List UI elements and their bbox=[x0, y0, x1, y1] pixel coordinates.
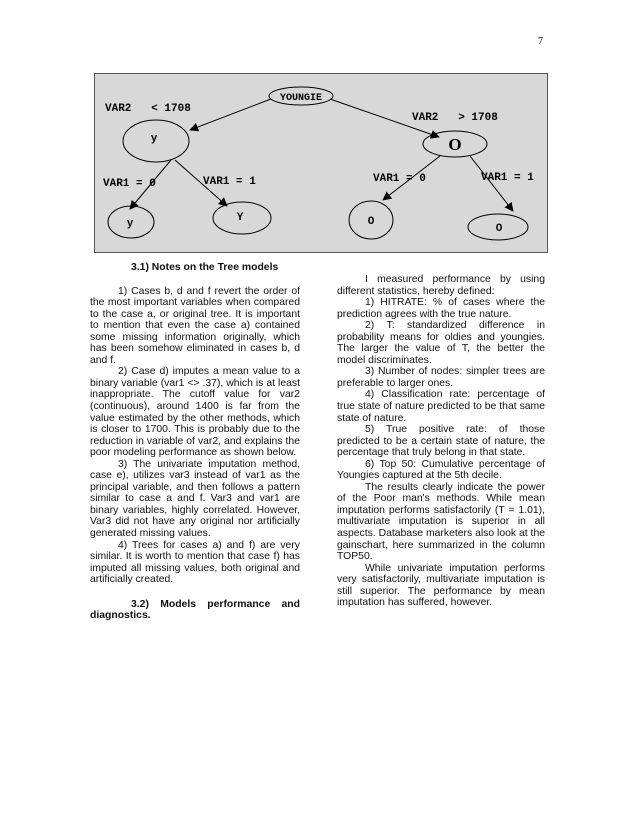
left-column bbox=[90, 262, 300, 622]
section-3-1-paragraph: 3) The univariate imputation method, case e), utilizes var3 instead of var1 as the principal variable, and then follows a pattern similar to case a and f. Var3 and var1 are binary variables, highly correlated. However, Var3 did not have any original nor artificially generated missing values. bbox=[90, 458, 300, 540]
left-branch-a-label: VAR1 = 0 bbox=[103, 178, 156, 190]
leaf-2-label: Y bbox=[236, 212, 244, 224]
right-paragraph: The results clearly indicate the power of the Poor man's methods. While mean imputation performs satisfactorily (T = 1.01), multivariate imputation is superior in all aspects. Database marketers also look at the gainschart, here summarized in the column TOP50. bbox=[337, 481, 545, 563]
right-paragraph: 6) Top 50: Cumulative percentage of Youngies captured at the 5th decile. bbox=[337, 458, 545, 482]
split-right-label: VAR2 > 1708 bbox=[412, 112, 498, 124]
section-3-1-heading: 3.1) Notes on the Tree models bbox=[131, 262, 279, 273]
right-branch-b-label: VAR1 = 1 bbox=[481, 172, 534, 184]
split-left-label: VAR2 < 1708 bbox=[105, 103, 191, 115]
left-node-label: y bbox=[150, 133, 158, 145]
page-number: 7 bbox=[538, 36, 543, 47]
right-node-label: O bbox=[448, 135, 462, 154]
section-3-1-paragraph: 2) Case d) imputes a mean value to a binary variable (var1 <> .37), which is at least inappropriate. The cutoff value for var2 (continuous), around 1400 is far from the value estimated by the other methods, which is closer to 1700. This is probably due to the reduction in variable of var2, and explains the poor modeling performance as shown below. bbox=[90, 366, 300, 459]
section-3-1-paragraph: 4) Trees for cases a) and f) are very similar. It is worth to mention that case f) has imputed all missing values, both original and artificially created. bbox=[90, 539, 300, 586]
decision-tree-figure bbox=[94, 73, 548, 253]
section-3-1-paragraph: 1) Cases b, d and f revert the order of the most important variables when compared to the case a, or original tree. It is important to mention that even the case a) contained some missing information originally, which has been somehow eliminated in cases b, d and f. bbox=[90, 285, 300, 366]
right-column bbox=[337, 274, 545, 609]
left-branch-b-label: VAR1 = 1 bbox=[203, 176, 256, 188]
edge-root-left bbox=[190, 99, 271, 130]
right-paragraph: 5) True positive rate: of those predicted to be a certain state of nature, the percentage that truly belong in that state. bbox=[337, 424, 545, 459]
right-paragraph: 2) T: standardized difference in probability means for oldies and youngies. The larger the value of T, the better the model discriminates. bbox=[337, 320, 545, 366]
root-label: YOUNGIE bbox=[279, 93, 323, 104]
right-paragraph: 4) Classification rate: percentage of true state of nature predicted to be that same state of nature. bbox=[337, 389, 545, 424]
section-3-2-heading: 3.2) Models performance and diagnostics. bbox=[90, 598, 300, 622]
right-paragraph: 3) Number of nodes: simpler trees are preferable to larger ones. bbox=[337, 366, 545, 389]
right-paragraph: I measured performance by using different statistics, hereby defined: bbox=[337, 274, 545, 297]
right-branch-a-label: VAR1 = 0 bbox=[373, 173, 426, 185]
leaf-3-label: O bbox=[367, 216, 375, 228]
leaf-4-label: O bbox=[495, 223, 503, 235]
right-paragraph: While univariate imputation performs very satisfactorily, multivariate imputation is still superior. The performance by mean imputation has suffered, however. bbox=[337, 562, 545, 609]
tree-diagram bbox=[95, 74, 547, 252]
leaf-1-label: y bbox=[126, 218, 134, 230]
right-paragraph: 1) HITRATE: % of cases where the prediction agrees with the true nature. bbox=[337, 297, 545, 320]
